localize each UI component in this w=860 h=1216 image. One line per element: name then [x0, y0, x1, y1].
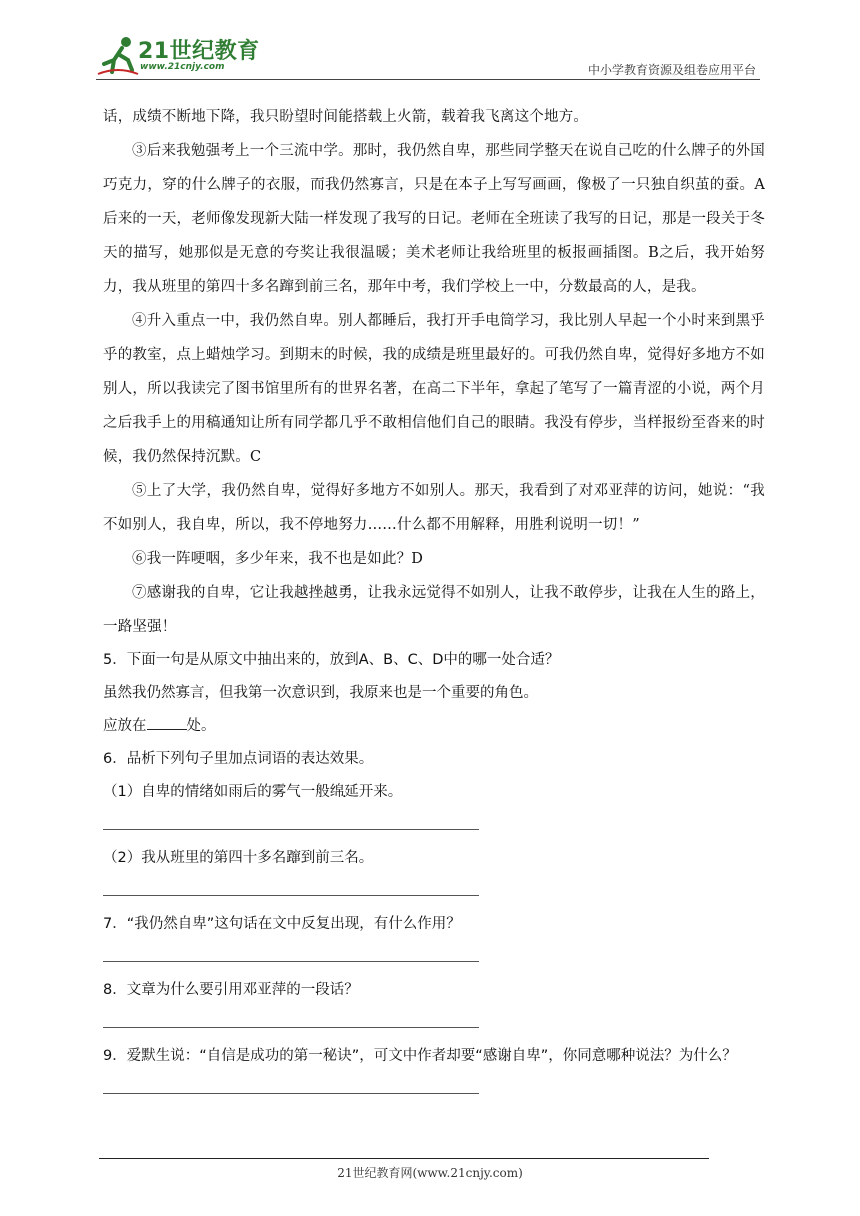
answer-line-9[interactable] — [103, 1093, 479, 1094]
question-6-2 — [103, 842, 765, 875]
q6-2-dotted-word: 蹿 — [286, 850, 301, 866]
q5-suffix: 处。 — [186, 718, 216, 734]
runner-icon — [96, 34, 140, 78]
q6-2-before: （2）我从班里的第四十多名 — [103, 850, 287, 866]
question-8: 8．文章为什么要引用邓亚萍的一段话？ — [103, 982, 359, 998]
q6-1-after: 开来。 — [358, 784, 403, 800]
document-body — [103, 100, 765, 1106]
question-5-answer-line — [103, 710, 765, 743]
question-5-sentence: 虽然我仍然寡言，但我第一次意识到，我原来也是一个重要的角色。 — [103, 685, 538, 701]
q6-2-after: 到前三名。 — [300, 850, 374, 866]
logo-text: 21世纪教育 — [138, 39, 260, 64]
header-divider — [96, 79, 760, 80]
answer-line-6-2[interactable] — [103, 895, 479, 896]
passage-paragraph-4: ④升入重点一中，我仍然自卑。别人都睡后，我打开手电筒学习，我比别人早起一个小时来到黑乎乎的教室，点上蜡烛学习。到期末的时候，我的成绩是班里最好的。可我仍然自卑，觉得好多地方不如别人，所以我读完了图书馆里所有的世界名著，在高二下半年，拿起了笔写了一篇青涩的小说，两个月之后我手上的用稿通知让所有同学都几乎不敢相信他们自己的眼睛。我没有停步，当样报纷至沓来的时候，我仍然保持沉默。C — [103, 313, 765, 465]
answer-line-7[interactable] — [103, 961, 479, 962]
passage-paragraph-7: ⑦感谢我的自卑，它让我越挫越勇，让我永远觉得不如别人，让我不敢停步，让我在人生的路上，一路坚强！ — [103, 585, 765, 635]
passage-paragraph-2-end: 话，成绩不断地下降，我只盼望时间能搭载上火箭，载着我飞离这个地方。 — [103, 109, 589, 125]
question-9: 9．爱默生说：“自信是成功的第一秘诀”，可文中作者却要“感谢自卑”，你同意哪种说法？为什么？ — [103, 1048, 737, 1064]
page-footer: 21世纪教育网(www.21cnjy.com) — [337, 1166, 523, 1180]
footer-divider — [99, 1158, 709, 1159]
question-6-1 — [103, 776, 765, 809]
passage-paragraph-5: ⑤上了大学，我仍然自卑，觉得好多地方不如别人。那天，我看到了对邓亚萍的访问，她说：“我不如别人，我自卑，所以，我不停地努力……什么都不用解释，用胜利说明一切！” — [103, 483, 765, 533]
passage-paragraph-6: ⑥我一阵哽咽，多少年来，我不也是如此？D — [132, 551, 424, 567]
page-header — [96, 30, 760, 80]
answer-line-8[interactable] — [103, 1027, 479, 1028]
platform-title: 中小学教育资源及组卷应用平台 — [587, 63, 756, 77]
q5-prefix: 应放在 — [103, 718, 147, 734]
q6-1-before: （1）自卑的情绪如雨后的雾气一般 — [103, 784, 330, 800]
passage-paragraph-3: ③后来我勉强考上一个三流中学。那时，我仍然自卑，那些同学整天在说自己吃的什么牌子的外国巧克力，穿的什么牌子的衣服，而我仍然寡言，只是在本子上写写画画，像极了一只独自织茧的蚕。A后来的一天，老师像发现新大陆一样发现了我写的日记。老师在全班读了我写的日记，那是一段关于冬天的描写，她那似是无意的夸奖让我很温暖；美术老师让我给班里的板报画插图。B之后，我开始努力，我从班里的第四十多名蹿到前三名，那年中考，我们学校上一中，分数最高的人，是我。 — [103, 143, 765, 295]
logo-url: www.21cnjy.com — [140, 62, 225, 72]
question-5: 5．下面一句是从原文中抽出来的，放到A、B、C、D中的哪一处合适？ — [103, 652, 560, 668]
answer-line-6-1[interactable] — [103, 829, 479, 830]
question-7: 7．“我仍然自卑”这句话在文中反复出现，有什么作用？ — [103, 916, 461, 932]
question-6: 6．品析下列句子里加点词语的表达效果。 — [103, 751, 374, 767]
q5-blank[interactable] — [147, 715, 187, 730]
q6-1-dotted-word: 绵延 — [329, 784, 359, 800]
brand-logo — [96, 34, 266, 78]
